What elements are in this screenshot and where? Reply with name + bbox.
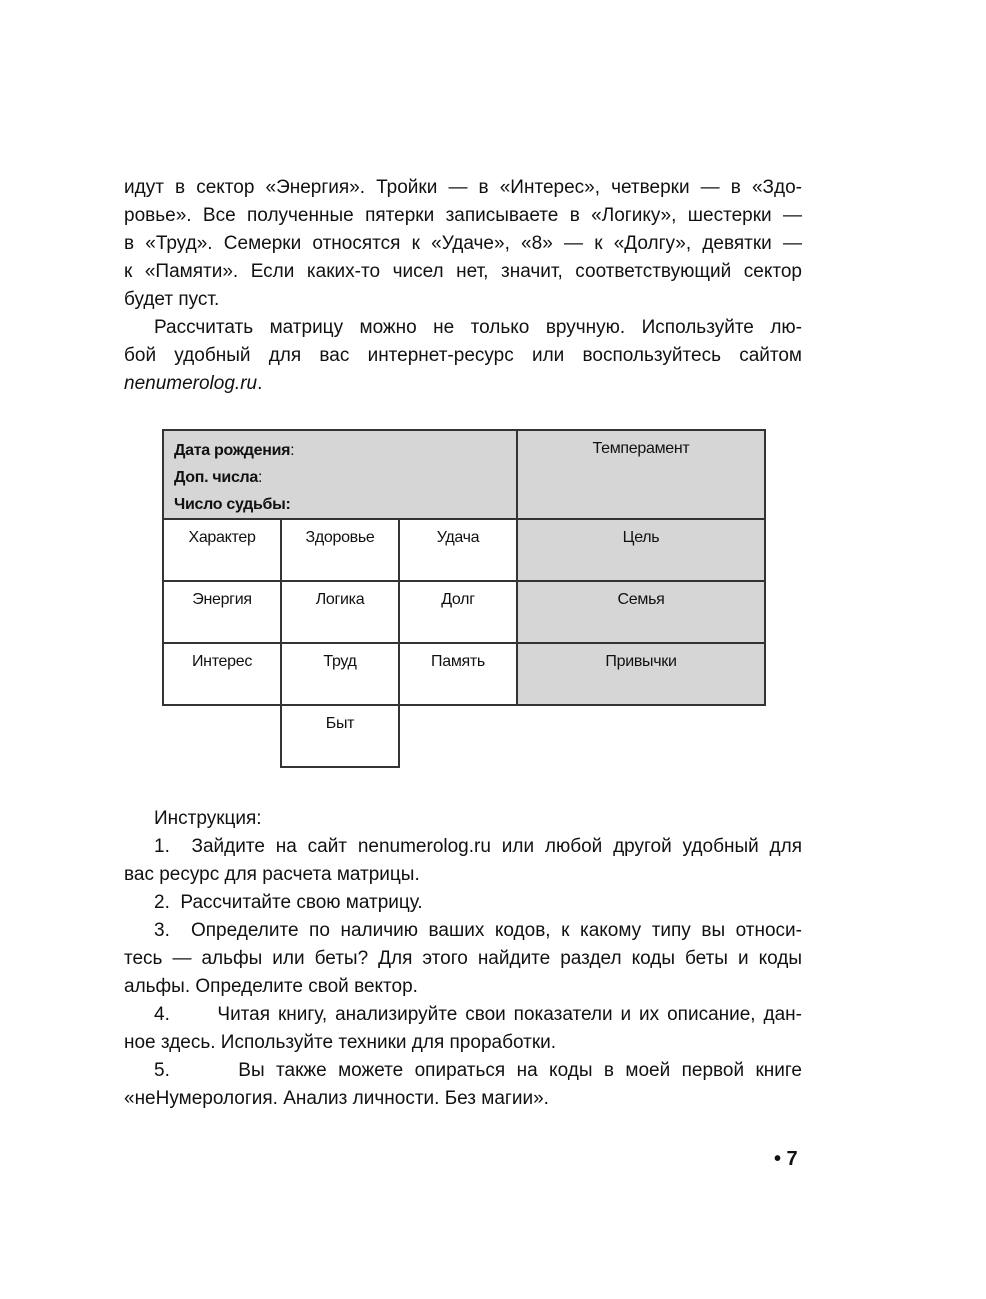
cell-family: Семья: [516, 580, 766, 644]
instruction-item: [124, 833, 802, 889]
text-line: Рассчитать матрицу можно не только вручную. Используйте лю-: [154, 317, 802, 338]
text-line: бой удобный для вас интернет-ресурс или воспользуйтесь сайтом: [124, 345, 802, 366]
text-line: в «Труд». Семерки относятся к «Удаче», «8» — к «Долгу», девятки —: [124, 233, 802, 254]
extra-numbers-label: Доп. числа:: [174, 469, 263, 486]
text-line: тесь — альфы или беты? Для этого найдите раздел коды беты и коды: [124, 948, 802, 969]
text-line: альфы. Определите свой вектор.: [124, 976, 418, 997]
fate-number-label: Число судьбы:: [174, 496, 291, 513]
instruction-item: [124, 1057, 802, 1113]
text-line: [124, 370, 802, 398]
resource-paragraph: [124, 314, 802, 398]
text-line: 5. Вы также можете опираться на коды в моей первой книге: [154, 1060, 802, 1081]
cell-luck: Удача: [398, 518, 518, 582]
period: .: [257, 373, 263, 394]
text-line: идут в сектор «Энергия». Тройки — в «Интерес», четверки — в «Здо-: [124, 177, 802, 198]
text-line: 3. Определите по наличию ваших кодов, к какому типу вы относи-: [154, 920, 802, 941]
cell-goal: Цель: [516, 518, 766, 582]
matrix-header-info: [162, 429, 518, 520]
site-link: nenumerolog.ru: [124, 373, 258, 394]
text-line: ное здесь. Используйте техники для проработки.: [124, 1032, 557, 1053]
instructions-title: Инструкция:: [154, 808, 262, 829]
text-line: к «Памяти». Если каких-то чисел нет, значит, соответствующий сектор: [124, 261, 802, 282]
text-line: 2. Рассчитайте свою матрицу.: [154, 892, 423, 913]
text-line: 1. Зайдите на сайт nenumerolog.ru или любой другой удобный для: [154, 836, 803, 857]
page-number: • 7: [774, 1148, 798, 1170]
instruction-item: [124, 889, 802, 917]
cell-habits: Привычки: [516, 642, 766, 706]
cell-interest: Интерес: [162, 642, 282, 706]
cell-duty: Долг: [398, 580, 518, 644]
cell-work: Труд: [280, 642, 400, 706]
cell-character: Характер: [162, 518, 282, 582]
text-line: вас ресурс для расчета матрицы.: [124, 864, 420, 885]
instructions: [124, 805, 802, 1113]
cell-health: Здоровье: [280, 518, 400, 582]
cell-energy: Энергия: [162, 580, 282, 644]
cell-life: Быт: [280, 704, 400, 768]
text-line: «неНумерология. Анализ личности. Без магии».: [124, 1088, 549, 1109]
intro-paragraph: [124, 174, 802, 314]
text-line: будет пуст.: [124, 289, 220, 310]
temperament-cell: Темперамент: [516, 429, 766, 520]
instruction-item: [124, 917, 802, 1001]
text-line: ровье». Все полученные пятерки записываете в «Логику», шестерки —: [124, 205, 802, 226]
instruction-item: [124, 1001, 802, 1057]
text-line: 4. Читая книгу, анализируйте свои показатели и их описание, дан-: [154, 1004, 802, 1025]
cell-logic: Логика: [280, 580, 400, 644]
cell-memory: Память: [398, 642, 518, 706]
birth-date-label: Дата рождения:: [174, 442, 295, 459]
